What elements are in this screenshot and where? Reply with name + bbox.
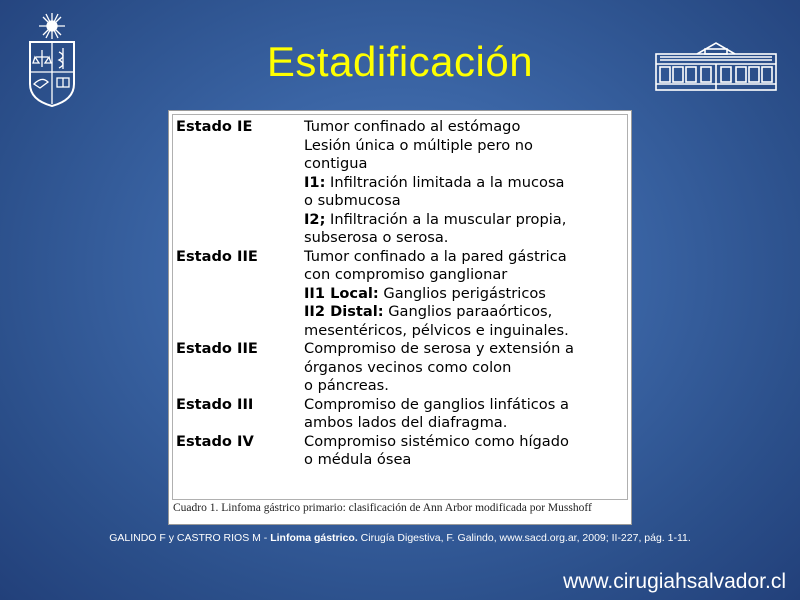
stage-description-line <box>304 433 639 452</box>
stage-description-line <box>304 266 639 285</box>
reference-authors: GALINDO F y CASTRO RIOS M - <box>109 532 271 544</box>
stage-description <box>304 433 639 470</box>
stage-description-line <box>304 322 639 341</box>
website-url: www.cirugiahsalvador.cl <box>563 570 786 593</box>
stage-description-text: o médula ósea <box>304 451 412 468</box>
stage-description-text: o submucosa <box>304 192 401 209</box>
stage-description-line <box>304 414 639 433</box>
stage-description-text: Tumor confinado a la pared gástrica <box>304 247 567 265</box>
reference-details: Cirugía Digestiva, F. Galindo, www.sacd.org.ar, 2009; II-227, pág. 1-11. <box>357 532 691 544</box>
stage-description-line <box>304 229 639 248</box>
table-caption: Cuadro 1. Linfoma gástrico primario: clasificación de Ann Arbor modificada por Musshoff <box>173 502 592 514</box>
stage-description-line <box>304 285 639 304</box>
reference-citation <box>0 532 800 544</box>
substage-label: I2; <box>304 210 326 228</box>
classification-table <box>168 110 632 525</box>
stage-name: Estado III <box>176 395 254 413</box>
stage-description-text: Tumor confinado al estómago <box>304 118 521 135</box>
stage-description-text: Compromiso sistémico como hígado <box>304 432 569 450</box>
stage-description <box>304 248 639 341</box>
stage-description-line <box>304 340 639 359</box>
stage-description-text: ambos lados del diafragma. <box>304 414 508 431</box>
slide-title: Estadificación <box>266 38 534 85</box>
stage-description-text: mesentéricos, pélvicos e inguinales. <box>304 321 569 339</box>
stage-description-line <box>304 137 639 156</box>
stage-description-text: Compromiso de serosa y extensión a <box>304 340 574 357</box>
stage-description-line <box>304 118 639 137</box>
stage-description-line <box>304 377 639 396</box>
substage-label: II2 Distal: <box>304 303 384 320</box>
stage-name: Estado IE <box>176 118 253 135</box>
stage-description-line <box>304 248 639 267</box>
stage-description-text: Lesión única o múltiple pero no <box>304 136 533 154</box>
substage-label: II1 Local: <box>304 284 379 302</box>
hospital-building-icon <box>655 40 777 92</box>
stage-description <box>304 340 639 396</box>
stage-description-text: Compromiso de ganglios linfáticos a <box>304 395 569 413</box>
stage-name: Estado IV <box>176 432 254 450</box>
stage-description-text: contigua <box>304 155 368 172</box>
stage-description-text: órganos vecinos como colon <box>304 358 512 376</box>
stage-description-line <box>304 359 639 378</box>
table-body <box>172 114 628 500</box>
stage-description-line <box>304 174 639 193</box>
stage-description-line <box>304 303 639 322</box>
stage-description <box>304 396 639 433</box>
stage-description-text: con compromiso ganglionar <box>304 266 508 283</box>
stage-description-line <box>304 451 639 470</box>
stage-description-text: subserosa o serosa. <box>304 229 449 246</box>
stage-name: Estado IIE <box>176 340 258 357</box>
substage-label: I1: <box>304 173 326 191</box>
stage-name: Estado IIE <box>176 247 258 265</box>
stage-description-text: Ganglios paraaórticos, <box>383 303 553 320</box>
stage-description-text: o páncreas. <box>304 377 389 394</box>
stage-description-line <box>304 211 639 230</box>
stage-description-line <box>304 192 639 211</box>
stage-description <box>304 118 639 248</box>
stage-description-text: Infiltración a la muscular propia, <box>325 210 567 228</box>
stage-description-line <box>304 155 639 174</box>
stage-description-text: Infiltración limitada a la mucosa <box>325 173 565 191</box>
reference-article-title: Linfoma gástrico. <box>270 532 358 544</box>
stage-description-text: Ganglios perigástricos <box>378 284 546 302</box>
stage-description-line <box>304 396 639 415</box>
